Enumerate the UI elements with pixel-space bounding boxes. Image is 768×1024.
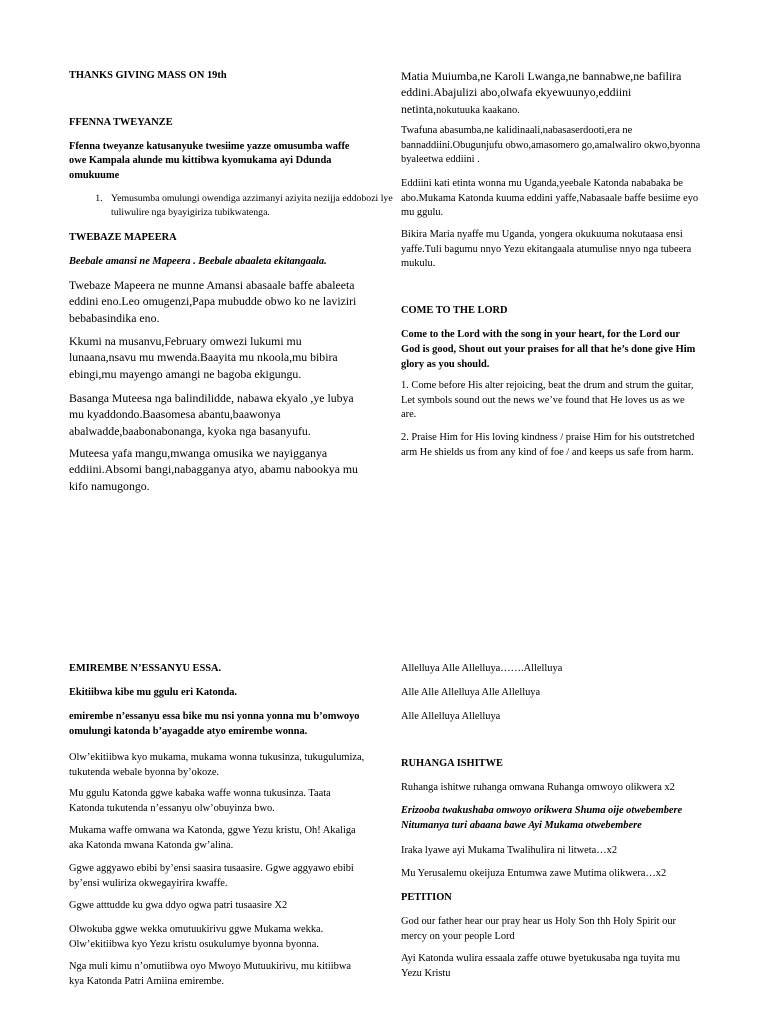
intro-paragraph (401, 68, 701, 119)
petition-paragraph: Ayi Katonda wulira essaala zaffe otuwe byetukusaba nga tuyita mu Yezu Kristu (401, 953, 681, 979)
emirembe-paragraph: Mukama waffe omwana wa Katonda, ggwe Yezu kristu, Oh! Akaliga aka Katonda mwana Katonda gw’alina. (69, 825, 356, 851)
page-bottom (0, 512, 768, 1024)
document-title: THANKS GIVING MASS ON 19th (69, 70, 227, 81)
come-heading: COME TO THE LORD (401, 305, 508, 316)
intro-text: Matia Muiumba,ne Karoli Lwanga,ne bannabwe,ne bafilira eddini.Abajulizi abo,olwafa ekyewuunyo,eddiini netinta, (401, 69, 682, 116)
emirembe-bold-line: Ekitiibwa kibe mu ggulu eri Katonda. (69, 687, 238, 698)
emirembe-heading: EMIREMBE N’ESSANYU ESSA. (69, 663, 222, 674)
emirembe-paragraph: Olwokuba ggwe wekka omutuukirivu ggwe Mukama wekka. Olw’ekitiibwa kyo Yezu kristu osukulumye byonna byonna. (69, 924, 324, 950)
come-verse: 1. Come before His alter rejoicing, beat the drum and strum the guitar, Let symbols sound out the news we’ve found that He loves us as we are. (401, 380, 694, 421)
emirembe-paragraph: Nga muli kimu n’omutiibwa oyo Mwoyo Mutuukirivu, mu kitiibwa kya Katonda Patri Amiina emirembe. (69, 961, 351, 987)
twebaze-paragraph: Muteesa yafa mangu,mwanga omusika we nayigganya eddiini.Absomi bangi,nabagganya atyo, abamu nabookya mu kifo namugongo. (69, 446, 358, 493)
alleluia-line: Alle Alle Allelluya Alle Allelluya (401, 687, 541, 698)
ffenna-list (69, 192, 403, 220)
intro-text-small: nokutuuka kaakano. (436, 104, 520, 116)
emirembe-paragraph: Olw’ekitiibwa kyo mukama, mukama wonna tukusinza, tukugulumiza, tukutenda webale byonna by’okoze. (69, 752, 365, 778)
ruhanga-heading: RUHANGA ISHITWE (401, 758, 503, 769)
twebaze-paragraph: Twebaze Mapeera ne munne Amansi abasaale baffe abaleeta eddini eno.Leo omugenzi,Papa mubudde obwo ko ne laviziri bebabasindika eno. (69, 278, 357, 325)
emirembe-paragraph: Ggwe atttudde ku gwa ddyo ogwa patri tusaasire X2 (69, 900, 288, 911)
alleluia-line: Allelluya Alle Allelluya…….Allelluya (401, 663, 563, 674)
ffenna-heading: FFENNA TWEYANZE (69, 117, 173, 128)
list-item: 1. Yemusumba omulungi owendiga azzimanyi aziyita nezijja eddobozi lye tuliwulire nga byayigiriza tubikwatenga. (105, 192, 403, 220)
ruhanga-line: Ruhanga ishitwe ruhanga omwana Ruhanga omwoyo olikwera x2 (401, 782, 675, 793)
emirembe-paragraph: Mu ggulu Katonda ggwe kabaka waffe wonna tukusinza. Taata Katonda tukutenda n’essanyu olw’obuyinza bwo. (69, 788, 331, 814)
come-verse: 2. Praise Him for His loving kindness / praise Him for his outstretched arm He shields us from any kind of foe / and keeps us safe from harm. (401, 432, 695, 458)
right-paragraph: Eddiini kati etinta wonna mu Uganda,yeebale Katonda nababaka be abo.Mukama Katonda kuuma eddini yaffe,Nabasaale baffe besiime eyo mu ggulu. (401, 178, 699, 219)
emirembe-paragraph: Ggwe aggyawo ebibi by’ensi saasira tusaasire. Ggwe aggyawo ebibi by’ensi wuliriza okwegayirira kwaffe. (69, 863, 354, 889)
right-paragraph: Twafuna abasumba,ne kalidinaali,nabasaserdooti,era ne bannaddiini.Obugunjufu obwo,amasomero go,amalwaliro okwo,byonna byaleetwa eddiini . (401, 125, 701, 166)
twebaze-heading: TWEBAZE MAPEERA (69, 232, 177, 243)
right-paragraph: Bikira Maria nyaffe mu Uganda, yongera okukuuma nokutaasa ensi yaffe.Tuli bagumu nnyo Yezu ekitangaala atumulise nnyo nga tubeera mukulu. (401, 229, 692, 270)
emirembe-bold-paragraph: emirembe n’essanyu essa bike mu nsi yonna yonna mu b’omwoyo omulungi katonda b’ayagadde atyo emirembe wonna. (69, 711, 360, 737)
petition-heading: PETITION (401, 892, 452, 903)
ruhanga-chorus: Erizooba twakushaba omwoyo orikwera Shuma oije otwebembere Nitumanya turi abaana bawe Ayi Mukama otwebembere (401, 805, 683, 831)
twebaze-subtitle: Beebale amansi ne Mapeera . Beebale abaaleta ekitangaala. (69, 256, 327, 267)
ffenna-intro: Ffenna tweyanze katusanyuke twesiime yazze omusumba waffe owe Kampala alunde mu kittibwa kyomukama ayi Ddunda omukuume (69, 141, 350, 181)
come-chorus: Come to the Lord with the song in your heart, for the Lord our God is good, Shout out your praises for all that he’s done give Him glory as you should. (401, 329, 696, 370)
petition-paragraph: God our father hear our pray hear us Holy Son thh Holy Spirit our mercy on your people Lord (401, 916, 677, 942)
alleluia-line: Alle Allelluya Allelluya (401, 711, 501, 722)
ruhanga-verse: Mu Yerusalemu okeijuza Entumwa zawe Mutima olikwera…x2 (401, 868, 667, 879)
twebaze-paragraph: Basanga Muteesa nga balindilidde, nabawa ekyalo ,ye lubya mu kyaddondo.Baasomesa abantu,baawonya abalwadde,baabonabonanga, kyoka nga basanyufu. (69, 391, 354, 438)
twebaze-paragraph: Kkumi na musanvu,February omwezi lukumi mu lunaana,nsavu mu mwenda.Baayita mu nkoola,mu bibira ebingi,mu mayengo amangi ne bagoba ekigungu. (69, 334, 338, 381)
ruhanga-verse: Iraka lyawe ayi Mukama Twalihulira ni litweta…x2 (401, 845, 618, 856)
